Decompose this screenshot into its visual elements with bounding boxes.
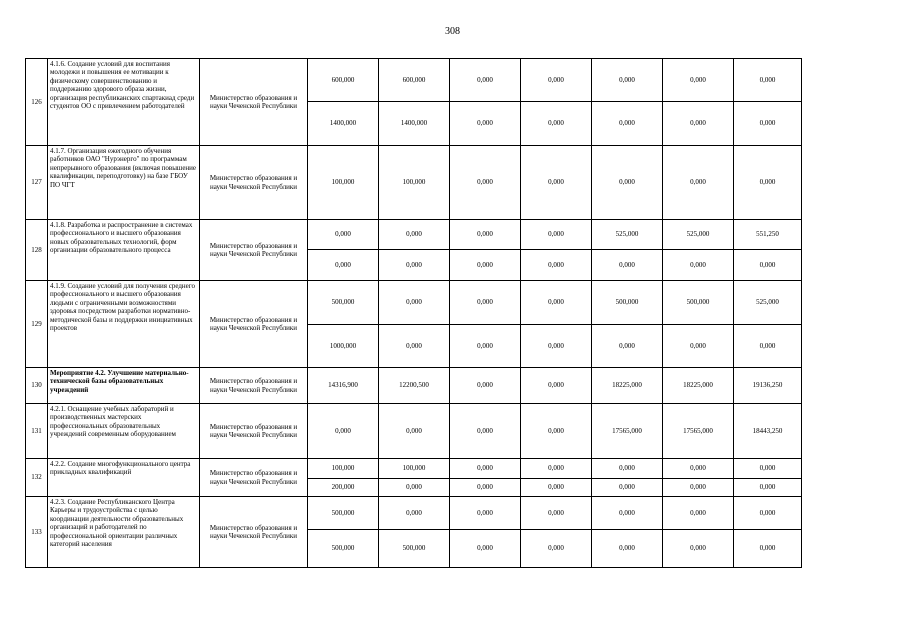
responsible-organization: Министерство образования и науки Чеченской Республики — [200, 59, 308, 146]
measure-name: 4.1.8. Разработка и распространение в системах профессионального и высшего образования новых образовательных технологий, форм организации образовательного процесса — [48, 220, 200, 281]
budget-table — [25, 58, 802, 568]
measure-name: 4.2.1. Оснащение учебных лабораторий и производственных мастерских профессиональных образовательных учреждений современным оборудованием — [48, 404, 200, 459]
amount-cell: 0,000 — [663, 146, 734, 220]
row-number: 133 — [26, 497, 48, 568]
amount-cell: 551,250 — [734, 220, 802, 250]
table-row — [26, 59, 802, 102]
amount-cell: 0,000 — [592, 479, 663, 497]
responsible-organization: Министерство образования и науки Чеченской Республики — [200, 368, 308, 404]
amount-cell: 0,000 — [734, 146, 802, 220]
amount-cell: 0,000 — [734, 497, 802, 530]
amount-cell: 0,000 — [663, 250, 734, 281]
amount-cell: 0,000 — [521, 479, 592, 497]
amount-cell: 18443,250 — [734, 404, 802, 459]
amount-cell: 0,000 — [521, 530, 592, 568]
amount-cell: 100,000 — [308, 146, 379, 220]
amount-cell: 0,000 — [521, 497, 592, 530]
amount-cell: 0,000 — [379, 479, 450, 497]
measure-name: 4.1.6. Создание условий для воспитания молодежи и повышения ее мотивации к физическому совершенствованию и поддержанию здорового образа жизни, организация республиканских спартакиад среди студентов ОО с привлечением работодателей — [48, 59, 200, 146]
amount-cell: 0,000 — [734, 59, 802, 102]
amount-cell: 0,000 — [308, 250, 379, 281]
amount-cell: 600,000 — [379, 59, 450, 102]
amount-cell: 1400,000 — [308, 102, 379, 146]
amount-cell: 0,000 — [521, 368, 592, 404]
table-row — [26, 459, 802, 479]
amount-cell: 0,000 — [734, 459, 802, 479]
amount-cell: 500,000 — [308, 281, 379, 325]
amount-cell: 500,000 — [308, 530, 379, 568]
amount-cell: 0,000 — [379, 325, 450, 368]
amount-cell: 0,000 — [450, 368, 521, 404]
amount-cell: 100,000 — [379, 459, 450, 479]
measure-name: 4.1.9. Создание условий для получения среднего профессионального и высшего образования людьми с ограниченными возможностями здоровья посредством разработки нормативно-методической базы и поддержки инициативных проектов — [48, 281, 200, 368]
amount-cell: 0,000 — [450, 497, 521, 530]
amount-cell: 0,000 — [450, 59, 521, 102]
amount-cell: 0,000 — [379, 250, 450, 281]
amount-cell: 0,000 — [663, 497, 734, 530]
amount-cell: 0,000 — [592, 250, 663, 281]
responsible-organization: Министерство образования и науки Чеченской Республики — [200, 281, 308, 368]
row-number: 129 — [26, 281, 48, 368]
amount-cell: 525,000 — [663, 220, 734, 250]
measure-name: 4.1.7. Организация ежегодного обучения работников ОАО "Нурэнерго" по программам непрерывного образования (включая повышение квалификации, переподготовку) на базе ГБОУ ПО ЧГТ — [48, 146, 200, 220]
amount-cell: 500,000 — [592, 281, 663, 325]
amount-cell: 100,000 — [308, 459, 379, 479]
responsible-organization: Министерство образования и науки Чеченской Республики — [200, 220, 308, 281]
amount-cell: 500,000 — [308, 497, 379, 530]
amount-cell: 525,000 — [592, 220, 663, 250]
amount-cell: 100,000 — [379, 146, 450, 220]
amount-cell: 0,000 — [450, 325, 521, 368]
amount-cell: 0,000 — [379, 220, 450, 250]
amount-cell: 0,000 — [521, 281, 592, 325]
amount-cell: 0,000 — [450, 281, 521, 325]
amount-cell: 0,000 — [592, 102, 663, 146]
amount-cell: 600,000 — [308, 59, 379, 102]
amount-cell: 0,000 — [521, 404, 592, 459]
row-number: 131 — [26, 404, 48, 459]
amount-cell: 0,000 — [663, 530, 734, 568]
table-row — [26, 404, 802, 459]
amount-cell: 0,000 — [663, 102, 734, 146]
responsible-organization: Министерство образования и науки Чеченской Республики — [200, 497, 308, 568]
measure-name: Мероприятие 4.2. Улучшение материально-технической базы образовательных учреждений — [48, 368, 200, 404]
amount-cell: 0,000 — [734, 102, 802, 146]
amount-cell: 0,000 — [663, 479, 734, 497]
amount-cell: 0,000 — [663, 325, 734, 368]
amount-cell: 0,000 — [450, 102, 521, 146]
amount-cell: 0,000 — [379, 404, 450, 459]
amount-cell: 18225,000 — [592, 368, 663, 404]
amount-cell: 0,000 — [734, 479, 802, 497]
table-row — [26, 368, 802, 404]
amount-cell: 0,000 — [379, 497, 450, 530]
amount-cell: 0,000 — [308, 220, 379, 250]
amount-cell: 0,000 — [521, 59, 592, 102]
table-row — [26, 220, 802, 250]
amount-cell: 0,000 — [521, 146, 592, 220]
amount-cell: 0,000 — [521, 220, 592, 250]
table-row — [26, 146, 802, 220]
amount-cell: 0,000 — [592, 530, 663, 568]
responsible-organization: Министерство образования и науки Чеченской Республики — [200, 459, 308, 497]
amount-cell: 0,000 — [379, 281, 450, 325]
amount-cell: 0,000 — [450, 250, 521, 281]
table-row — [26, 281, 802, 325]
amount-cell: 17565,000 — [663, 404, 734, 459]
amount-cell: 12200,500 — [379, 368, 450, 404]
amount-cell: 0,000 — [521, 102, 592, 146]
amount-cell: 200,000 — [308, 479, 379, 497]
amount-cell: 0,000 — [734, 530, 802, 568]
row-number: 127 — [26, 146, 48, 220]
amount-cell: 17565,000 — [592, 404, 663, 459]
responsible-organization: Министерство образования и науки Чеченской Республики — [200, 146, 308, 220]
amount-cell: 0,000 — [592, 497, 663, 530]
page-number: 308 — [445, 26, 460, 37]
amount-cell: 0,000 — [663, 59, 734, 102]
measure-name: 4.2.2. Создание многофункционального центра прикладных квалификаций — [48, 459, 200, 497]
table-row — [26, 497, 802, 530]
amount-cell: 0,000 — [592, 325, 663, 368]
row-number: 128 — [26, 220, 48, 281]
amount-cell: 14316,900 — [308, 368, 379, 404]
amount-cell: 525,000 — [734, 281, 802, 325]
amount-cell: 18225,000 — [663, 368, 734, 404]
amount-cell: 0,000 — [308, 404, 379, 459]
amount-cell: 0,000 — [734, 325, 802, 368]
amount-cell: 0,000 — [734, 250, 802, 281]
amount-cell: 1000,000 — [308, 325, 379, 368]
amount-cell: 0,000 — [663, 459, 734, 479]
amount-cell: 0,000 — [592, 59, 663, 102]
amount-cell: 0,000 — [450, 459, 521, 479]
amount-cell: 19136,250 — [734, 368, 802, 404]
row-number: 126 — [26, 59, 48, 146]
amount-cell: 0,000 — [521, 459, 592, 479]
amount-cell: 0,000 — [450, 146, 521, 220]
amount-cell: 0,000 — [450, 530, 521, 568]
row-number: 132 — [26, 459, 48, 497]
amount-cell: 0,000 — [450, 220, 521, 250]
amount-cell: 0,000 — [592, 459, 663, 479]
amount-cell: 0,000 — [450, 404, 521, 459]
amount-cell: 0,000 — [450, 479, 521, 497]
responsible-organization: Министерство образования и науки Чеченской Республики — [200, 404, 308, 459]
row-number: 130 — [26, 368, 48, 404]
amount-cell: 0,000 — [521, 250, 592, 281]
amount-cell: 500,000 — [663, 281, 734, 325]
amount-cell: 500,000 — [379, 530, 450, 568]
budget-table-body — [26, 59, 802, 568]
amount-cell: 0,000 — [521, 325, 592, 368]
amount-cell: 0,000 — [592, 146, 663, 220]
measure-name: 4.2.3. Создание Республиканского Центра Карьеры и трудоустройства с целью координации деятельности образовательных организаций и работодателей по профессиональной ориентации различных категорий населения — [48, 497, 200, 568]
amount-cell: 1400,000 — [379, 102, 450, 146]
